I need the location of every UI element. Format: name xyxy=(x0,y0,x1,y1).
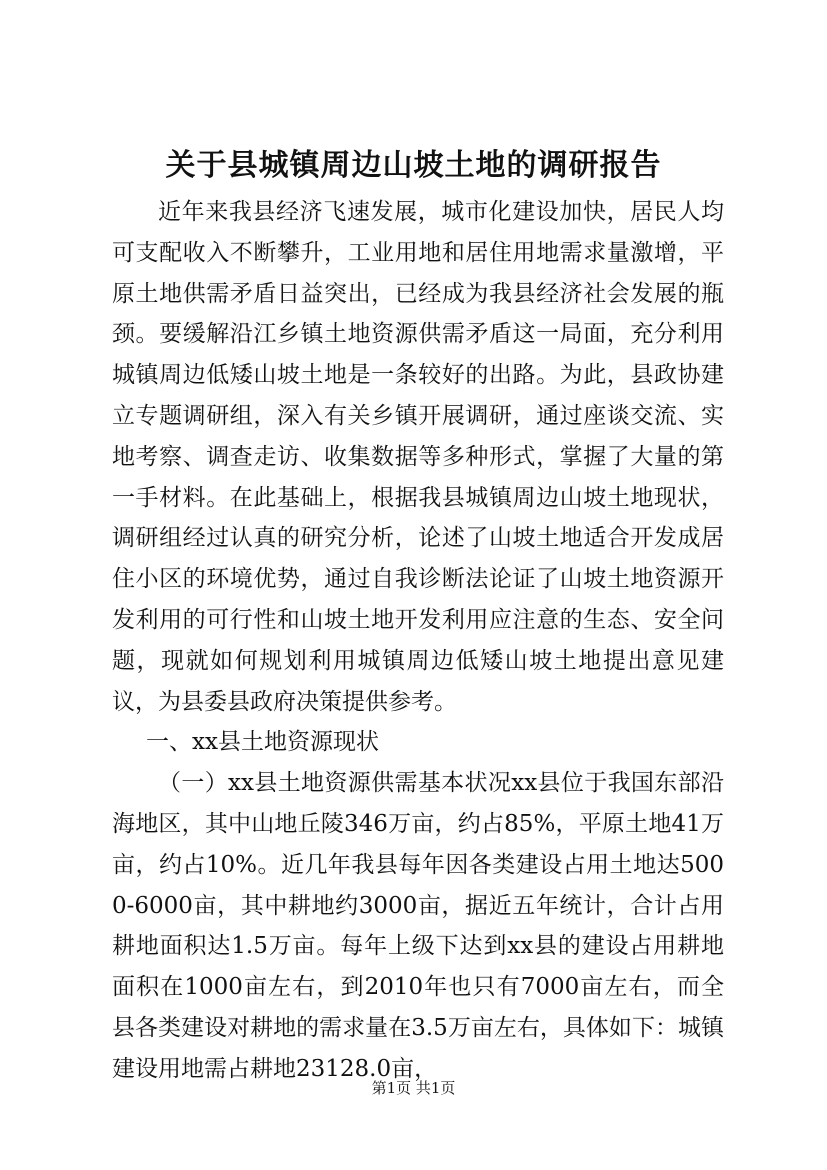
document-title: 关于县城镇周边山坡土地的调研报告 xyxy=(165,148,662,183)
intro-paragraph: 近年来我县经济飞速发展，城市化建设加快，居民人均可支配收入不断攀升，工业用地和居住用地需求量激增，平原土地供需矛盾日益突出，已经成为我县经济社会发展的瓶颈。要缓解沿江乡镇土地资源供需矛盾这一局面，充分利用城镇周边低矮山坡土地是一条较好的出路。为此，县政协建立专题调研组，深入有关乡镇开展调研，通过座谈交流、实地考察、调查走访、收集数据等多种形式，掌握了大量的第一手材料。在此基础上，根据我县城镇周边山坡土地现状，调研组经过认真的研究分析，论述了山坡土地适合开发成居住小区的环境优势，通过自我诊断法论证了山坡土地资源开发利用的可行性和山坡土地开发利用应注意的生态、安全问题，现就如何规划利用城镇周边低矮山坡土地提出意见建议，为县委县政府决策提供参考。 xyxy=(112,199,724,715)
document-body xyxy=(112,192,724,1090)
section-heading: 一、xx县土地资源现状 xyxy=(146,729,379,756)
page-footer: 第1页 共1页 xyxy=(371,1079,456,1097)
section-paragraph: （一）xx县土地资源供需基本状况xx县位于我国东部沿海地区，其中山地丘陵346万亩，约占85%，平原土地41万亩，约占10%。近几年我县每年因各类建设占用土地达5000-6000亩，其中耕地约3000亩，据近五年统计，合计占用耕地面积达1.5万亩。每年上级下达到xx县的建设占用耕地面积在1000亩左右，到2010年也只有7000亩左右，而全县各类建设对耕地的需求量在3.5万亩左右，具体如下：城镇建设用地需占耕地23128.0亩， xyxy=(112,770,724,1082)
